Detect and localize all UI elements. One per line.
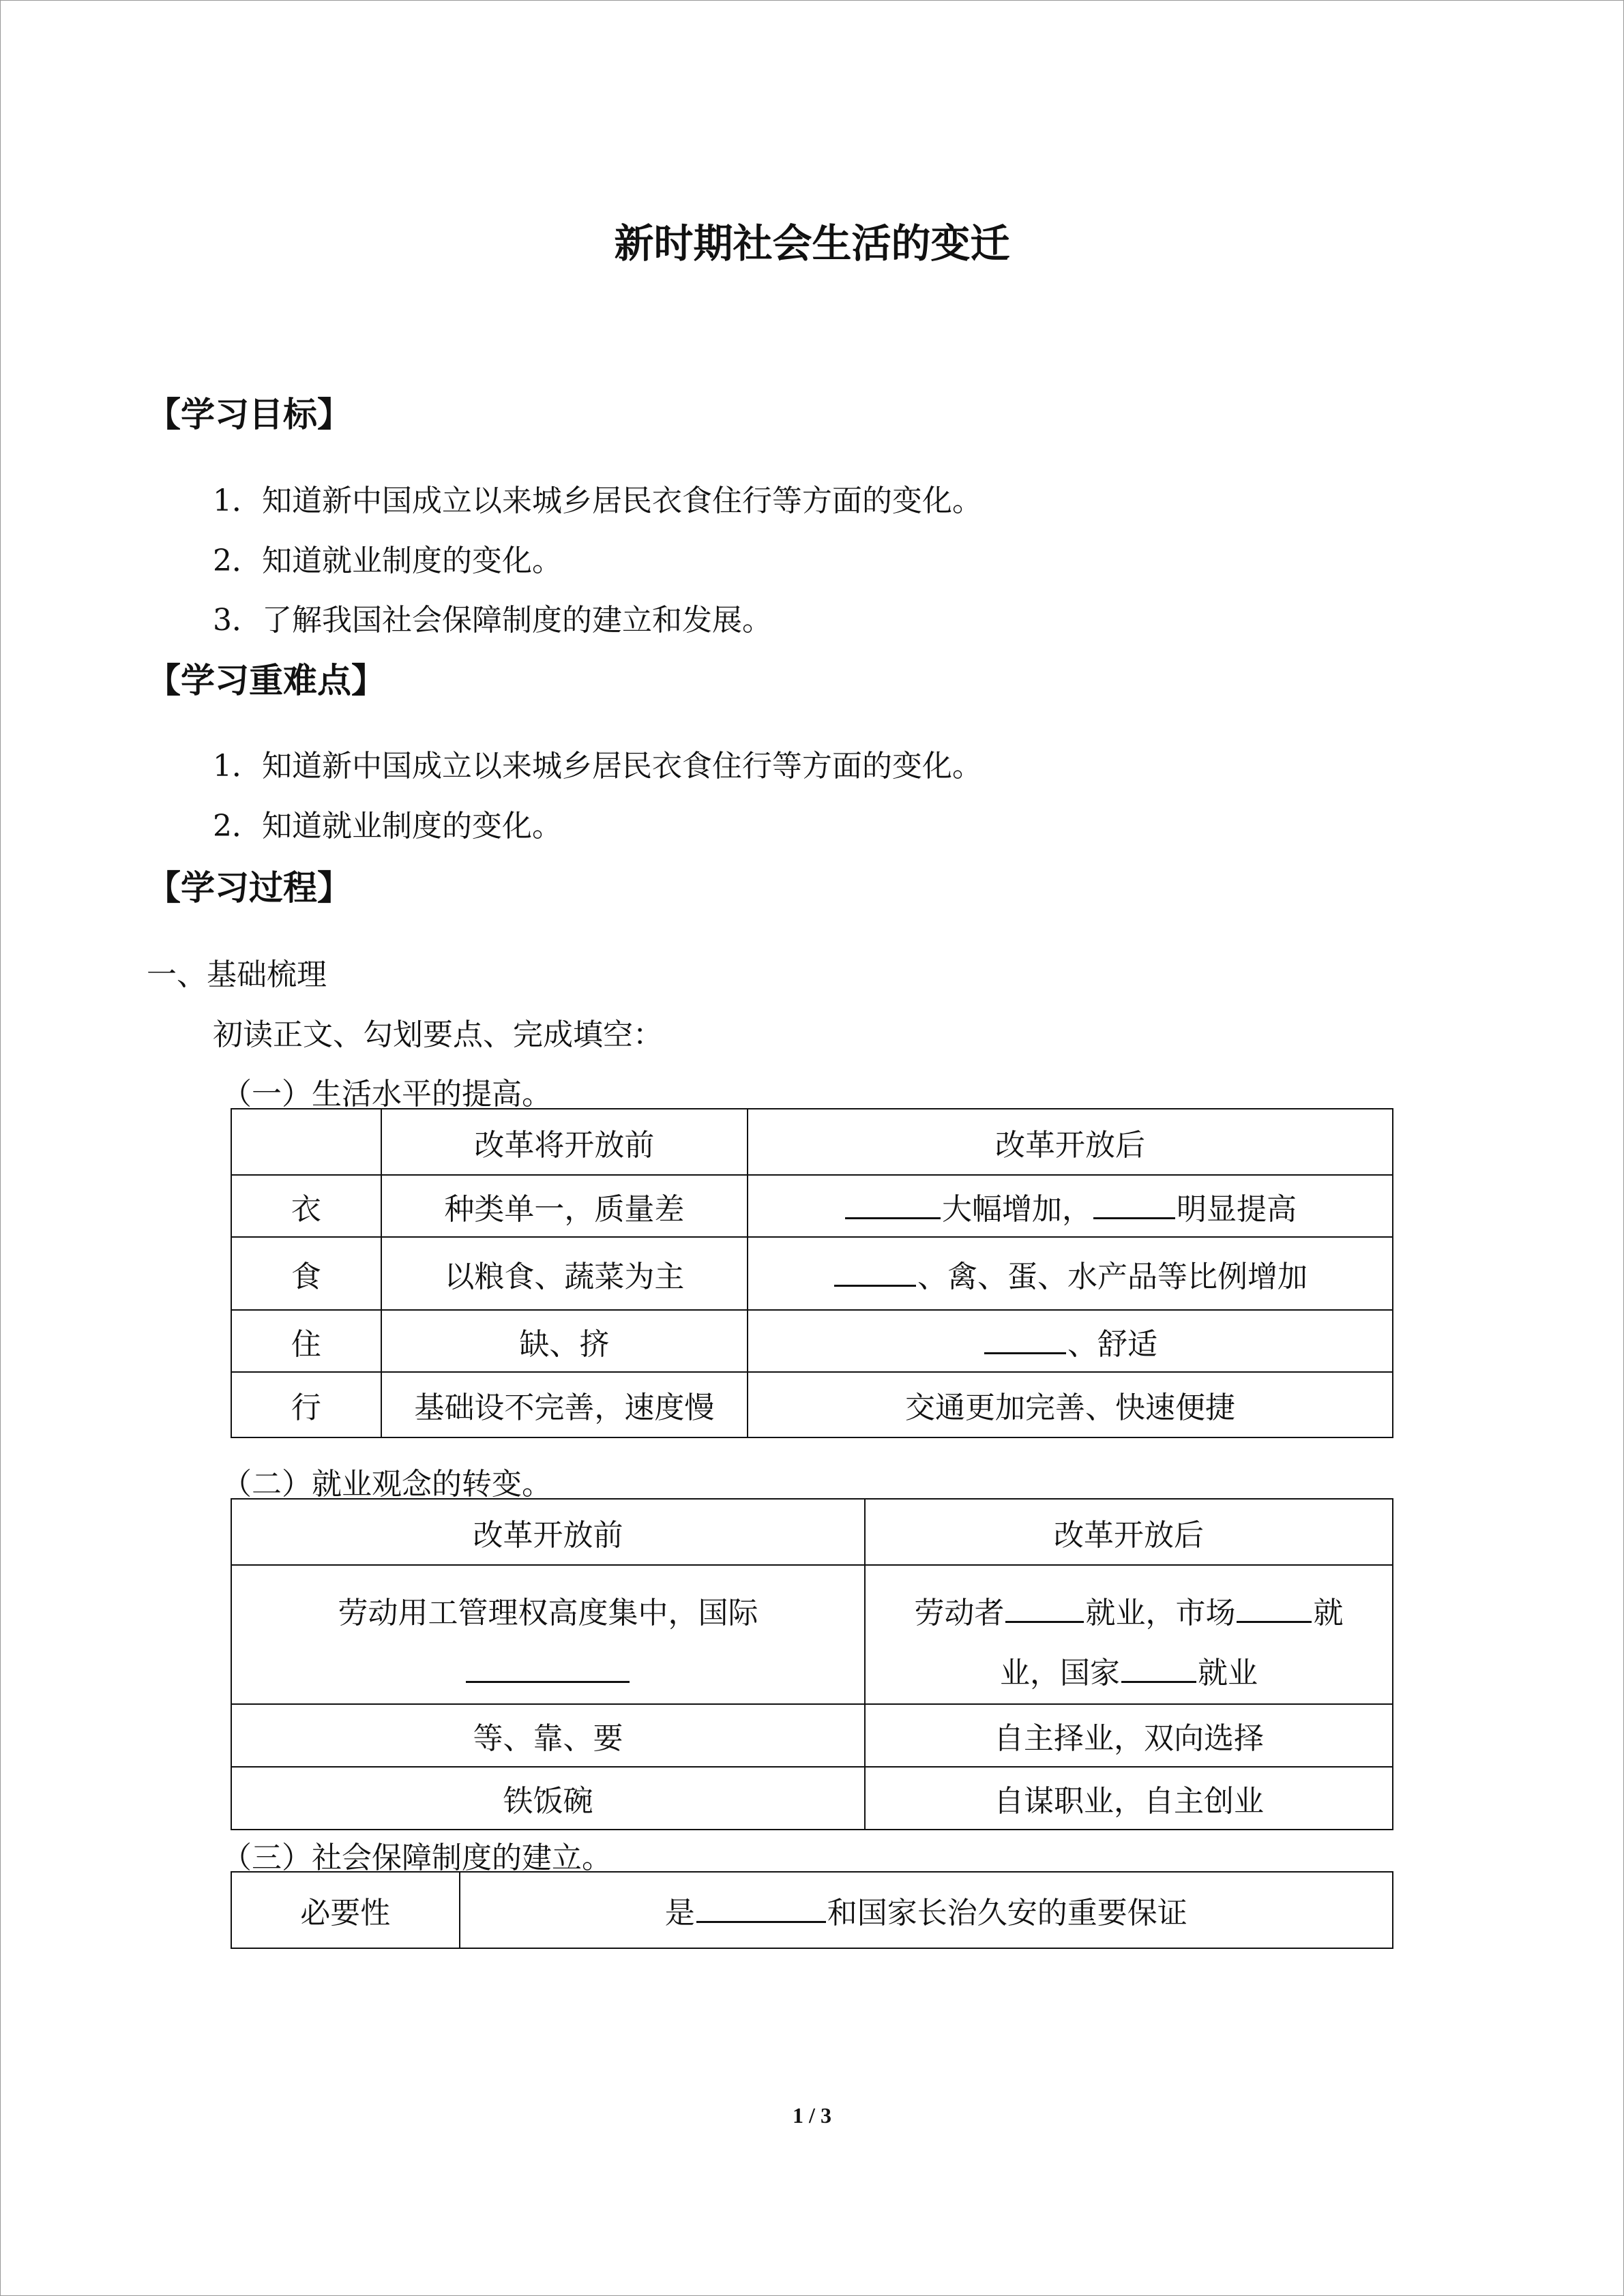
- living-standard-table: [231, 1108, 1393, 1438]
- fill-blank[interactable]: [1005, 1594, 1084, 1623]
- housing-before: 缺、挤: [381, 1310, 748, 1372]
- transport-before: 基础设不完善，速度慢: [381, 1372, 748, 1437]
- food-after: 、禽、蛋、水产品等比例增加: [748, 1237, 1393, 1310]
- clothing-before: 种类单一，质量差: [381, 1175, 748, 1237]
- food-before: 以粮食、蔬菜为主: [381, 1237, 748, 1310]
- page-number: 1 / 3: [793, 2103, 831, 2128]
- employment-before-2: 等、靠、要: [231, 1704, 865, 1767]
- table-row: [231, 1872, 1393, 1948]
- page-title: 新时期社会生活的变迁: [614, 220, 1010, 267]
- employment-before-1: 劳动用工管理权高度集中，国际: [231, 1565, 865, 1704]
- keypoint-item-2: 2．知道就业制度的变化。: [213, 809, 562, 844]
- row-label-transport: 行: [231, 1372, 381, 1437]
- table-row: [231, 1310, 1393, 1372]
- fill-blank[interactable]: [845, 1190, 941, 1219]
- fill-blank[interactable]: [1093, 1190, 1175, 1219]
- table-row: [231, 1565, 1393, 1704]
- part1-heading: 一、基础梳理: [147, 957, 327, 992]
- table-row: [231, 1499, 1393, 1565]
- goal-item-1: 1．知道新中国成立以来城乡居民衣食住行等方面的变化。: [213, 483, 982, 518]
- fill-blank[interactable]: [1237, 1594, 1312, 1623]
- table-header-after: 改革开放后: [865, 1499, 1393, 1565]
- employment-after-3: 自谋职业，自主创业: [865, 1767, 1393, 1830]
- table-row: [231, 1237, 1393, 1310]
- social-security-table: [231, 1871, 1393, 1949]
- necessity-label: 必要性: [231, 1872, 460, 1948]
- fill-blank[interactable]: [1121, 1654, 1196, 1683]
- process-heading: 【学习过程】: [147, 868, 351, 908]
- keypoints-heading: 【学习重难点】: [147, 661, 385, 700]
- table-row: [231, 1175, 1393, 1237]
- table-header-before: 改革开放前: [231, 1499, 865, 1565]
- employment-before-3: 铁饭碗: [231, 1767, 865, 1830]
- employment-table: [231, 1498, 1393, 1830]
- fill-blank[interactable]: [984, 1325, 1066, 1354]
- table-row: [231, 1109, 1393, 1175]
- process-intro: 初读正文、勾划要点、完成填空：: [213, 1017, 663, 1052]
- goals-heading: 【学习目标】: [147, 395, 351, 434]
- clothing-after: 大幅增加， 明显提高: [748, 1175, 1393, 1237]
- table-header-after: 改革开放后: [748, 1109, 1393, 1175]
- sub-heading-1: （一）生活水平的提高。: [222, 1077, 552, 1112]
- row-label-clothing: 衣: [231, 1175, 381, 1237]
- fill-blank[interactable]: [834, 1257, 916, 1287]
- table-header-before: 改革将开放前: [381, 1109, 748, 1175]
- fill-blank[interactable]: [696, 1894, 826, 1923]
- housing-after: 、舒适: [748, 1310, 1393, 1372]
- fill-blank[interactable]: [466, 1654, 630, 1683]
- table-row: [231, 1767, 1393, 1830]
- table-row: [231, 1372, 1393, 1437]
- goal-item-2: 2．知道就业制度的变化。: [213, 543, 562, 578]
- employment-after-1: 劳动者 就业，市场 就 业，国家 就业: [865, 1565, 1393, 1704]
- sub-heading-2: （二）就业观念的转变。: [222, 1467, 552, 1502]
- necessity-text: 是 和国家长治久安的重要保证: [460, 1872, 1393, 1948]
- table-row: [231, 1704, 1393, 1767]
- row-label-food: 食: [231, 1237, 381, 1310]
- table-header-empty: [231, 1109, 381, 1175]
- transport-after: 交通更加完善、快速便捷: [748, 1372, 1393, 1437]
- row-label-housing: 住: [231, 1310, 381, 1372]
- sub-heading-3: （三）社会保障制度的建立。: [222, 1840, 612, 1875]
- employment-after-2: 自主择业，双向选择: [865, 1704, 1393, 1767]
- goal-item-3: 3．了解我国社会保障制度的建立和发展。: [213, 603, 772, 638]
- keypoint-item-1: 1．知道新中国成立以来城乡居民衣食住行等方面的变化。: [213, 749, 982, 784]
